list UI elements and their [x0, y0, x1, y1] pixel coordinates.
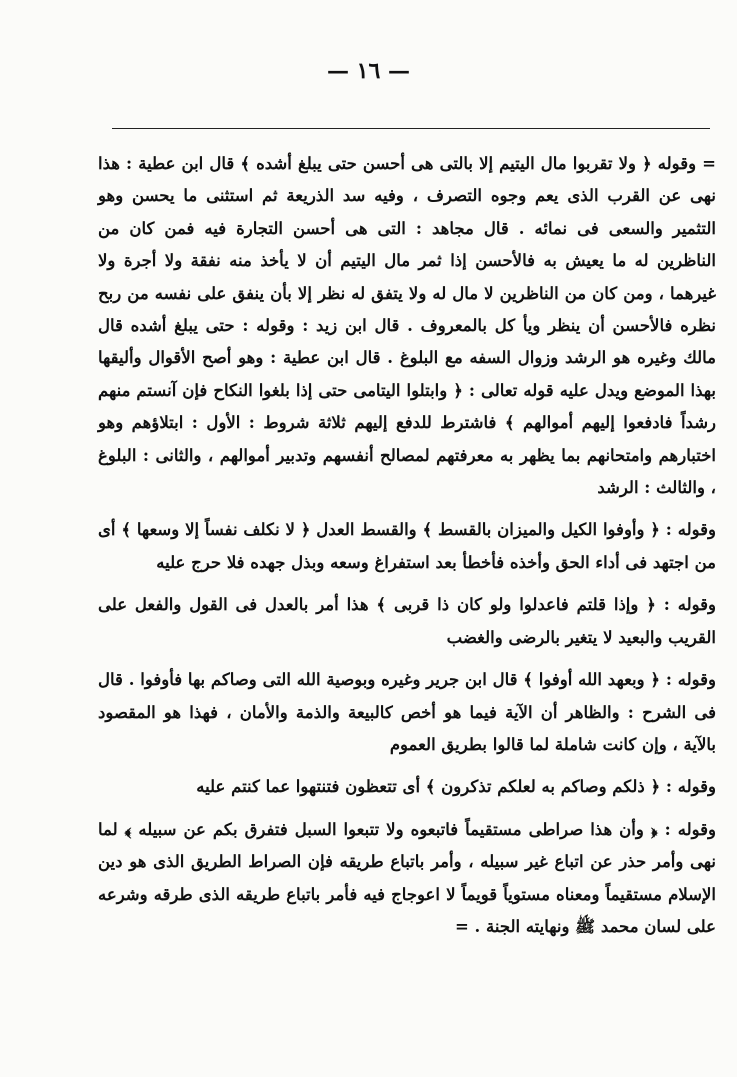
paragraph: = وقوله ﴿ ولا تقربوا مال اليتيم إلا بالتى هى أحسن حتى يبلغ أشده ﴾ قال ابن عطية : هذا نهى عن القرب الذى يعم وجوه التصرف ، وفيه سد الذريعة ثم استثنى ما يحسن وهو التثمير والسعى فى نمائه . قال مجاهد : التى هى أحسن التجارة فيه فمن كان من الناظرين له ما يعيش به فالأحسن إذا ثمر مال اليتيم أن لا يأخذ منه نفقة ولا أجرة ولا غيرهما ، ومن كان من الناظرين لا مال له ولا يتفق له نظر إلا بأن ينفق على نفسه من ربح نظره فالأحسن أن ينظر ويأ كل بالمعروف . قال ابن زيد : وقوله : حتى يبلغ أشده قال مالك وغيره هو الرشد وزوال السفه مع البلوغ . قال ابن عطية : وهو أصح الأقوال وأليقها بهذا الموضع ويدل عليه قوله تعالى : ﴿ وابتلوا اليتامى حتى إذا بلغوا النكاح فإن آنستم منهم رشداً فادفعوا إليهم أموالهم ﴾ فاشترط للدفع إليهم ثلاثة شروط : الأول : ابتلاؤهم وهو اختبارهم وامتحانهم بما يظهر به معرفتهم لمصالح أنفسهم وتدبير أموالهم ، والثانى : البلوغ ، والثالث : الرشد [98, 154, 716, 498]
paragraph: وقوله : ﴿ وأن هذا صراطى مستقيماً فاتبعوه ولا تتبعوا السبل فتفرق بكم عن سبيله ﴾ لما نهى وأمر حذر عن اتباع غير سبيله ، وأمر باتباع طريقه فإن الصراط الطريق الذى هو دين الإسلام مستقيماً ومعناه مستوياً قويماً لا اعوجاج فيه فأمر باتباع طريقه الذى طرقه وشرعه على لسان محمد ﷺ ونهايته الجنة . = [98, 819, 716, 936]
body-text [98, 148, 716, 943]
paragraph: وقوله : ﴿ وأوفوا الكيل والميزان بالقسط ﴾ والقسط العدل ﴿ لا نكلف نفساً إلا وسعها ﴾ أى من اجتهد فى أداء الحق وأخذه فأخطأ بعد استفراغ وسعه وبذل جهده فلا حرج عليه [98, 520, 716, 572]
paragraph: وقوله : ﴿ وإذا قلتم فاعدلوا ولو كان ذا قربى ﴾ هذا أمر بالعدل فى القول والفعل على القريب والبعيد لا يتغير بالرضى والغضب [98, 595, 716, 647]
paragraph: وقوله : ﴿ وبعهد الله أوفوا ﴾ قال ابن جرير وغيره وبوصية الله التى وصاكم بها فأوفوا . قال فى الشرح : والظاهر أن الآية فيما هو أخص كالبيعة والذمة والأمان ، فهذا هو المقصود بالآية ، وإن كانت شاملة لما قالوا بطريق العموم [98, 670, 716, 754]
paragraph: وقوله : ﴿ ذلكم وصاكم به لعلكم تذكرون ﴾ أى تتعظون فتنتهوا عما كنتم عليه [196, 777, 716, 797]
header-divider [112, 128, 710, 129]
page-number: — ١٦ — [327, 58, 410, 84]
